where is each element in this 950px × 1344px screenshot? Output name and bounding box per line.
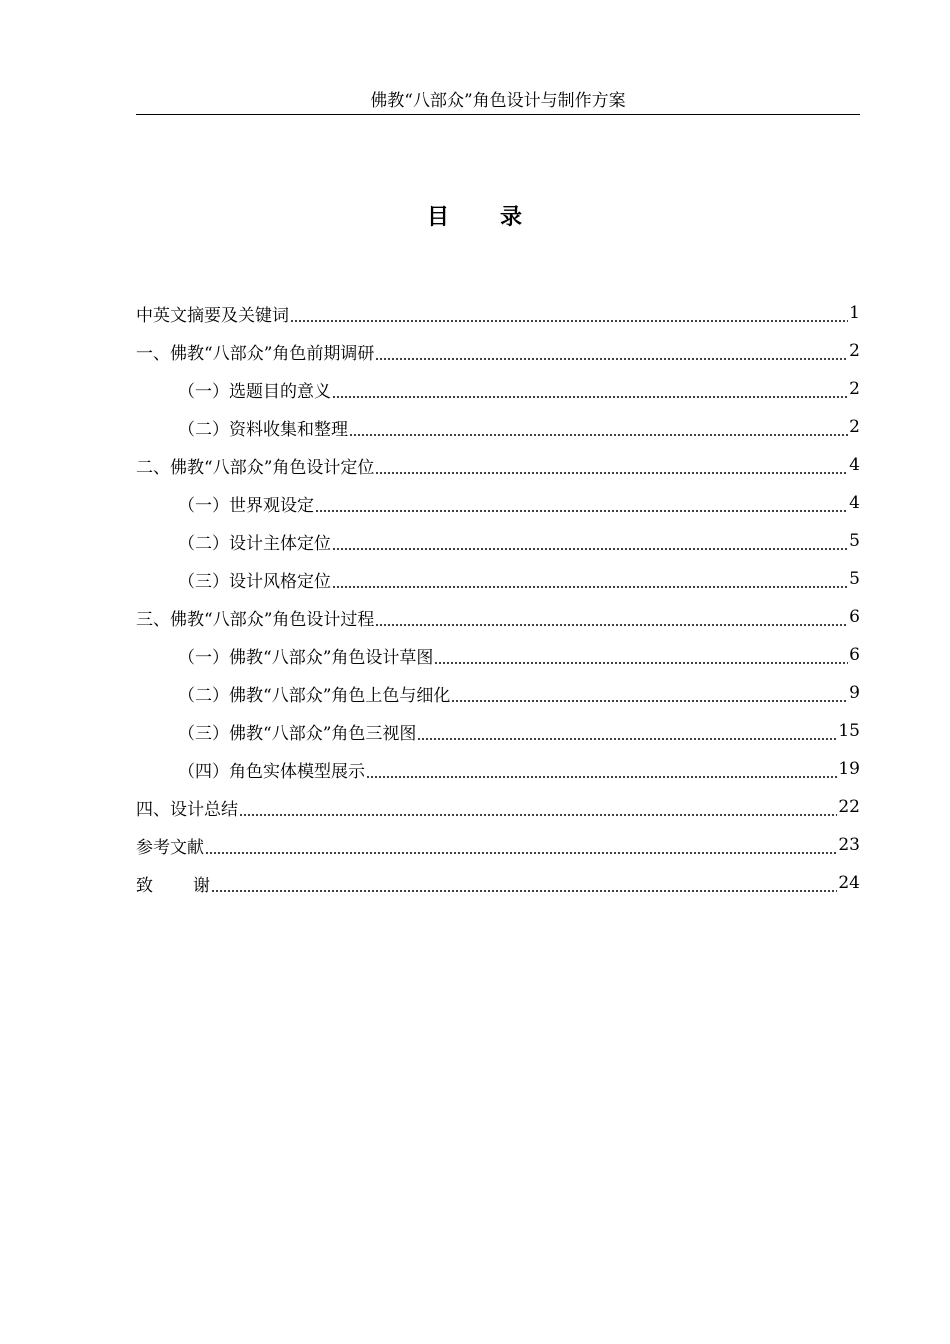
toc-entry-page: 5 <box>849 569 860 589</box>
toc-dot-leader <box>332 370 848 408</box>
toc-entry-label: （三）设计风格定位 <box>178 571 331 592</box>
toc-entry-page: 19 <box>838 759 860 779</box>
toc-subentry[interactable] <box>136 484 860 522</box>
toc-subentry[interactable] <box>136 750 860 788</box>
toc-entry-label: （一）选题目的意义 <box>178 381 331 402</box>
toc-entry-page: 22 <box>838 797 860 817</box>
toc-entry-page: 4 <box>849 455 860 475</box>
toc-entry-page: 2 <box>849 379 860 399</box>
toc-entry-label: 二、佛教“八部众”角色设计定位 <box>136 457 375 478</box>
acknowledgement-left: 致 <box>136 875 153 896</box>
toc-dot-leader <box>366 750 837 788</box>
toc-entry-label: （四）角色实体模型展示 <box>178 761 365 782</box>
toc-entry-page: 1 <box>849 303 860 323</box>
toc-entry-page: 15 <box>838 721 860 741</box>
toc-entry-page: 6 <box>849 607 860 627</box>
toc-subentry[interactable] <box>136 674 860 712</box>
toc-entry-label: 四、设计总结 <box>136 799 238 820</box>
toc-entry-label: （一）佛教“八部众”角色设计草图 <box>178 647 434 668</box>
toc-entry-page: 6 <box>849 645 860 665</box>
toc-entry-label: （二）佛教“八部众”角色上色与细化 <box>178 685 451 706</box>
toc-dot-leader <box>315 484 848 522</box>
toc-entry[interactable] <box>136 294 860 332</box>
toc-dot-leader <box>417 712 837 750</box>
toc-dot-leader <box>375 332 848 370</box>
toc-dot-leader <box>239 788 837 826</box>
toc-entry-label: （二）设计主体定位 <box>178 533 331 554</box>
toc-entry[interactable] <box>136 598 860 636</box>
toc-entry-page: 2 <box>849 417 860 437</box>
toc-dot-leader <box>349 408 848 446</box>
toc-entry-label <box>136 871 210 896</box>
toc-dot-leader <box>332 560 848 598</box>
toc-entry-page: 2 <box>849 341 860 361</box>
toc-dot-leader <box>290 294 848 332</box>
toc-entry-acknowledgement[interactable] <box>136 864 860 902</box>
toc-dot-leader <box>332 522 848 560</box>
toc-dot-leader <box>451 674 848 712</box>
toc-entry-label: （一）世界观设定 <box>178 495 314 516</box>
toc-subentry[interactable] <box>136 370 860 408</box>
toc-entry-page: 9 <box>849 683 860 703</box>
toc-subentry[interactable] <box>136 408 860 446</box>
toc-entry[interactable] <box>136 446 860 484</box>
toc-subentry[interactable] <box>136 560 860 598</box>
acknowledgement-right: 谢 <box>193 875 210 896</box>
running-header <box>136 90 860 115</box>
toc-subentry[interactable] <box>136 522 860 560</box>
toc-entry-label: （三）佛教“八部众”角色三视图 <box>178 723 417 744</box>
toc-entry[interactable] <box>136 788 860 826</box>
toc-entry-label: （二）资料收集和整理 <box>178 419 348 440</box>
toc-dot-leader <box>375 446 848 484</box>
page-title-left: 目 <box>426 204 450 230</box>
page-title <box>0 200 950 231</box>
running-header-title: 佛教“八部众”角色设计与制作方案 <box>370 91 626 111</box>
toc-entry[interactable] <box>136 826 860 864</box>
toc-dot-leader <box>205 826 837 864</box>
toc-entry-page: 23 <box>838 835 860 855</box>
toc-entry-page: 24 <box>838 873 860 893</box>
toc-entry-label: 参考文献 <box>136 837 204 858</box>
page-title-right: 录 <box>500 204 524 230</box>
toc-subentry[interactable] <box>136 712 860 750</box>
toc-dot-leader <box>211 864 837 902</box>
toc-entry-label: 三、佛教“八部众”角色设计过程 <box>136 609 375 630</box>
toc-dot-leader <box>375 598 848 636</box>
toc-entry[interactable] <box>136 332 860 370</box>
toc-entry-label: 一、佛教“八部众”角色前期调研 <box>136 343 375 364</box>
toc-entry-page: 4 <box>849 493 860 513</box>
toc-entry-page: 5 <box>849 531 860 551</box>
table-of-contents <box>136 294 860 902</box>
toc-dot-leader <box>434 636 848 674</box>
toc-subentry[interactable] <box>136 636 860 674</box>
toc-entry-label: 中英文摘要及关键词 <box>136 305 289 326</box>
